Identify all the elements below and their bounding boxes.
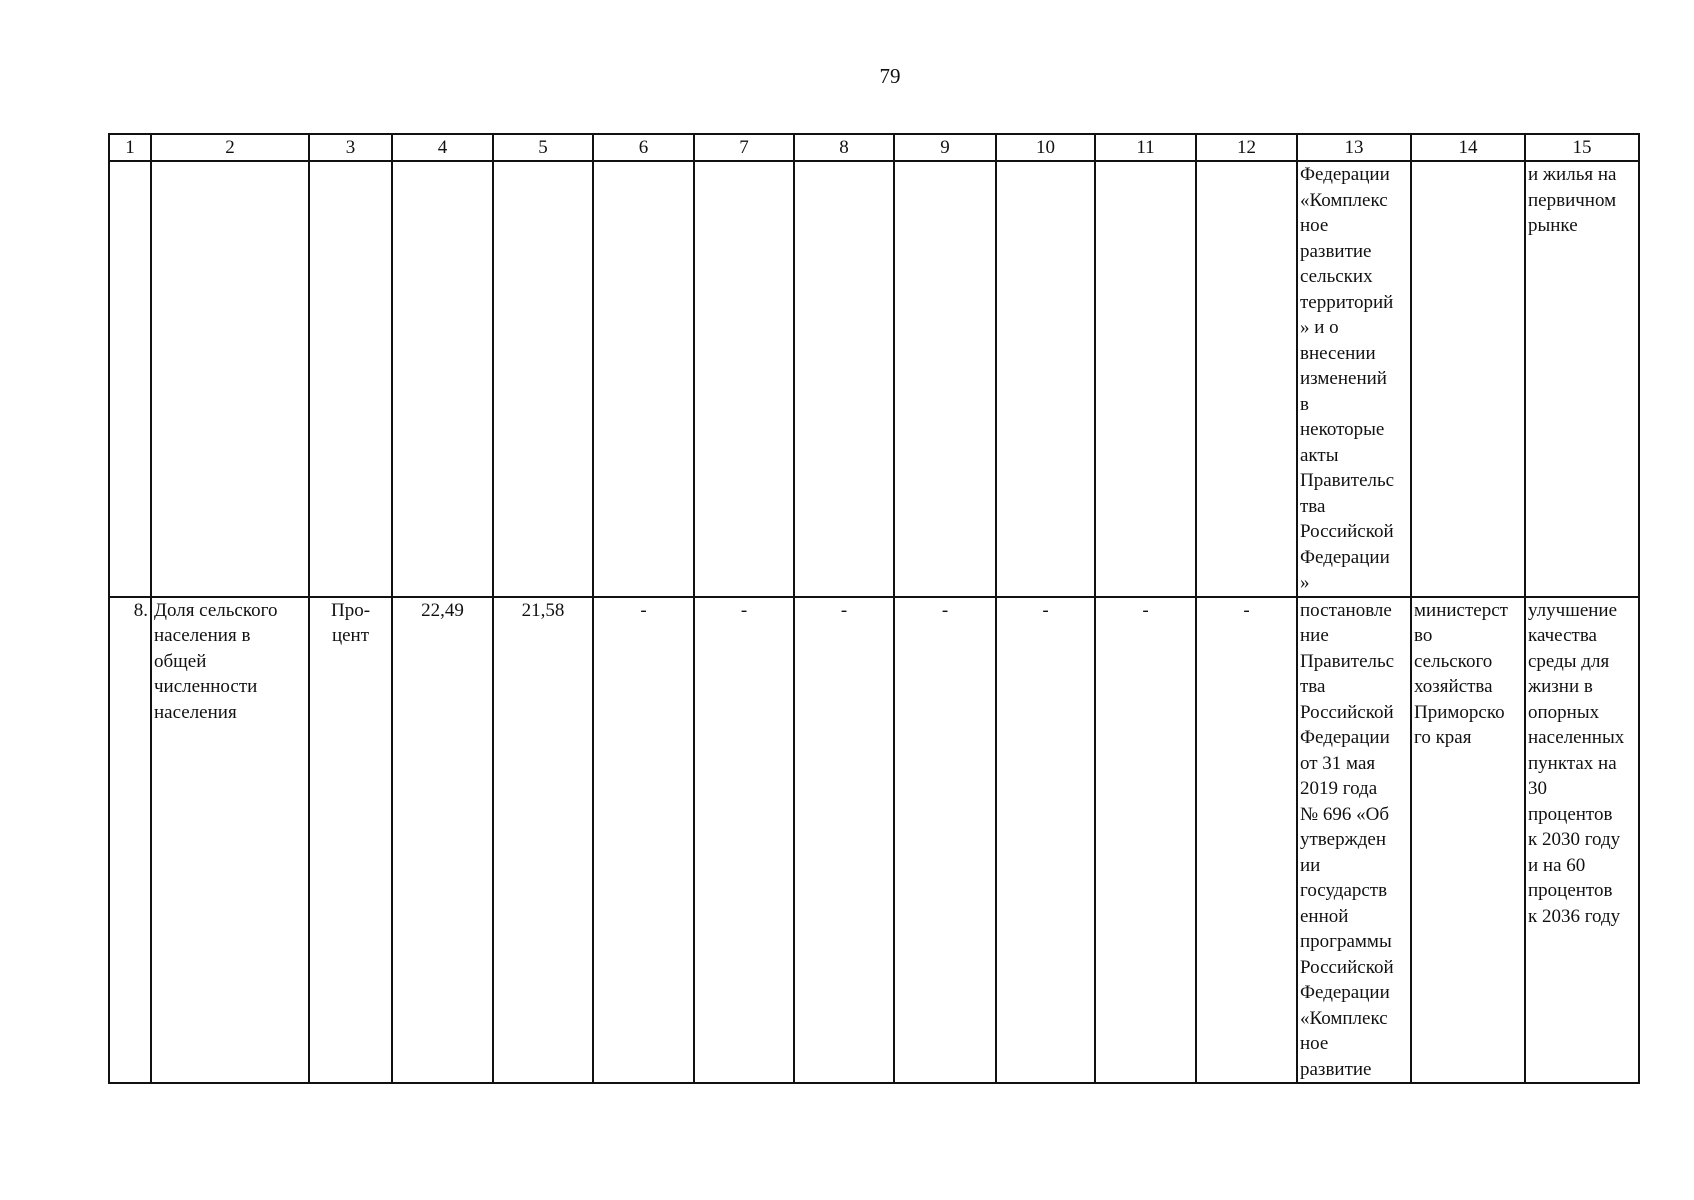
row-number: 8. [109, 597, 151, 1084]
value-cell-10: - [996, 597, 1095, 1084]
value-cell-12: - [1196, 597, 1297, 1084]
table-cell [593, 161, 694, 597]
column-header: 6 [593, 134, 694, 161]
column-header: 5 [493, 134, 593, 161]
column-header: 8 [794, 134, 894, 161]
responsible-cell: министерст во сельского хозяйства Приморско го края [1411, 597, 1525, 1084]
expected-result-cell: улучшение качества среды для жизни в опорных населенных пунктах на 30 процентов к 2030 году и на 60 процентов к 2036 году [1525, 597, 1639, 1084]
value-cell-11: - [1095, 597, 1196, 1084]
table-row [109, 597, 1639, 1084]
continuation-row [109, 161, 1639, 597]
column-header: 14 [1411, 134, 1525, 161]
table-cell [894, 161, 996, 597]
value-cell-6: - [593, 597, 694, 1084]
value-cell-7: - [694, 597, 794, 1084]
column-header: 4 [392, 134, 493, 161]
legal-basis-cell: Федерации «Комплекс ное развитие сельских территорий » и о внесении изменений в некоторые акты Правительс тва Российской Федерации » [1297, 161, 1411, 597]
column-header: 9 [894, 134, 996, 161]
table-cell [493, 161, 593, 597]
page-number: 79 [879, 64, 901, 88]
table-cell [392, 161, 493, 597]
table-cell [1411, 161, 1525, 597]
indicator-name: Доля сельского населения в общей численности населения [151, 597, 309, 1084]
legal-basis-cell: постановле ние Правительс тва Российской Федерации от 31 мая 2019 года № 696 «Об утвержден ии государств енной программы Российской Федерации «Комплекс ное развитие [1297, 597, 1411, 1084]
table-cell [1196, 161, 1297, 597]
table-cell [151, 161, 309, 597]
table-cell [309, 161, 392, 597]
column-header: 1 [109, 134, 151, 161]
value-cell-8: - [794, 597, 894, 1084]
value-cell-4: 22,49 [392, 597, 493, 1084]
value-cell-9: - [894, 597, 996, 1084]
column-header: 11 [1095, 134, 1196, 161]
expected-result-cell: и жилья на первичном рынке [1525, 161, 1639, 597]
table-cell [694, 161, 794, 597]
column-header: 10 [996, 134, 1095, 161]
table-cell [996, 161, 1095, 597]
column-header: 2 [151, 134, 309, 161]
table-cell [1095, 161, 1196, 597]
column-header: 13 [1297, 134, 1411, 161]
column-number-header-row [109, 134, 1639, 161]
column-header: 15 [1525, 134, 1639, 161]
value-cell-5: 21,58 [493, 597, 593, 1084]
unit-cell: Про- цент [309, 597, 392, 1084]
table-cell [794, 161, 894, 597]
column-header: 12 [1196, 134, 1297, 161]
table-cell [109, 161, 151, 597]
column-header: 3 [309, 134, 392, 161]
indicators-table [108, 133, 1640, 1084]
column-header: 7 [694, 134, 794, 161]
